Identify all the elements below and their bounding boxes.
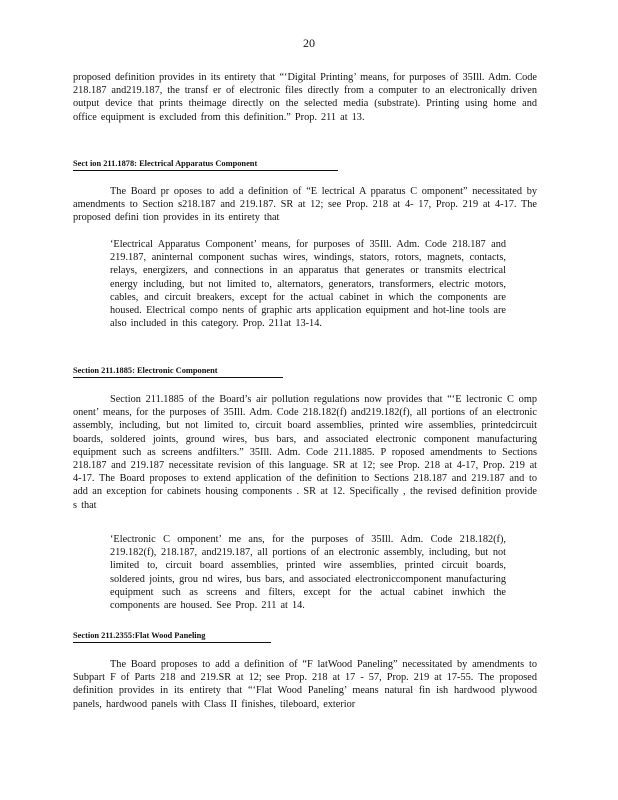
heading-underline xyxy=(73,642,271,643)
paragraph-digital-printing-definition: proposed definition provides in its entirety that “‘Digital Printing’ means, for purposes of 35Ill. Adm. Code 218.187 and219.187, the transf er of electronic files directly from a computer to an electronically driven output device that prints theimage directly on the selected media (substrate). Printing using home and office equipment is excluded from this definition.” Prop. 211 at 13. xyxy=(73,72,537,123)
paragraph-flat-wood-paneling: The Board proposes to add a definition of “F latWood Paneling” necessitated by amendments to Subpart F of Parts 218 and 219.SR at 12; see Prop. 218 at 17 - 57, Prop. 219 at 17-55. The proposed definition provides in its entirety that “‘Flat Wood Paneling’ means natural fin ish hardwood plywood panels, hardwood panels with Class II finishes, tileboard, exterior xyxy=(73,659,537,710)
quote-electronic-component-definition: ‘Electronic C omponent’ me ans, for the purposes of 35Ill. Adm. Code 218.182(f), 219.182(f), 218.187, and219.187, all portions of an electronic assembly, including, but not limited to, circuit board assemblies, printed wire assemblies, printed circuit boards, soldered joints, grou nd wires, bus bars, and associated electroniccomponent manufacturing equipment such as screens and filters, except for the actual cabinet inwhich the components are housed. See Prop. 211 at 14. xyxy=(110,534,506,612)
page-number: 20 xyxy=(303,36,315,50)
heading-underline xyxy=(73,170,338,171)
paragraph-electrical-apparatus-intro: The Board pr oposes to add a definition of “E lectrical A pparatus C omponent” necessitated by amendments to Section s218.187 and 219.187. SR at 12; see Prop. 218 at 4- 17, Prop. 219 at 4-17. The proposed defini tion provides in its entirety that xyxy=(73,186,537,224)
quote-electrical-apparatus-definition: ‘Electrical Apparatus Component’ means, for purposes of 35Ill. Adm. Code 218.187 and 219.187, aninternal component suchas wires, windings, stators, rotors, magnets, contacts, relays, energizers, and connections in an apparatus that generates or transmits electrical energy including, but not limited to, alternators, generators, transformers, electric motors, cables, and circuit breakers, except for the actual cabinet in which the components are housed. Electrical compo nents of graphic arts application equipment and hot-line tools are also included in this category. Prop. 211at 13-14. xyxy=(110,239,506,330)
section-heading-electronic-component: Section 211.1885: Electronic Component xyxy=(73,366,218,375)
heading-underline xyxy=(73,377,283,378)
section-heading-flat-wood-paneling: Section 211.2355:Flat Wood Paneling xyxy=(73,631,206,640)
paragraph-electronic-component: Section 211.1885 of the Board’s air pollution regulations now provides that “‘E lectronic C omp onent’ means, for the purposes of 35Ill. Adm. Code 218.182(f) and219.182(f), all portions of an electronic assembly, including, but not limited to, circuit board assemblies, printed wire assemblies, printedcircuit boards, soldered joints, ground wires, bus bars, and associated electronic component manufacturing equipment such as screens andfilters.” 35Ill. Adm. Code 211.1885. P roposed amendments to Sections 218.187 and 219.187 necessitate revision of this language. SR at 12; see Prop. 218 at 4-17, Prop. 219 at 4-17. The Board proposes to extend application of the definition to Sections 218.187 and 219.187 and to add an exception for cabinets housing components . SR at 12. Specifically , the revised definition provide s that xyxy=(73,394,537,511)
section-heading-electrical-apparatus-component: Sect ion 211.1878: Electrical Apparatus Component xyxy=(73,159,258,168)
